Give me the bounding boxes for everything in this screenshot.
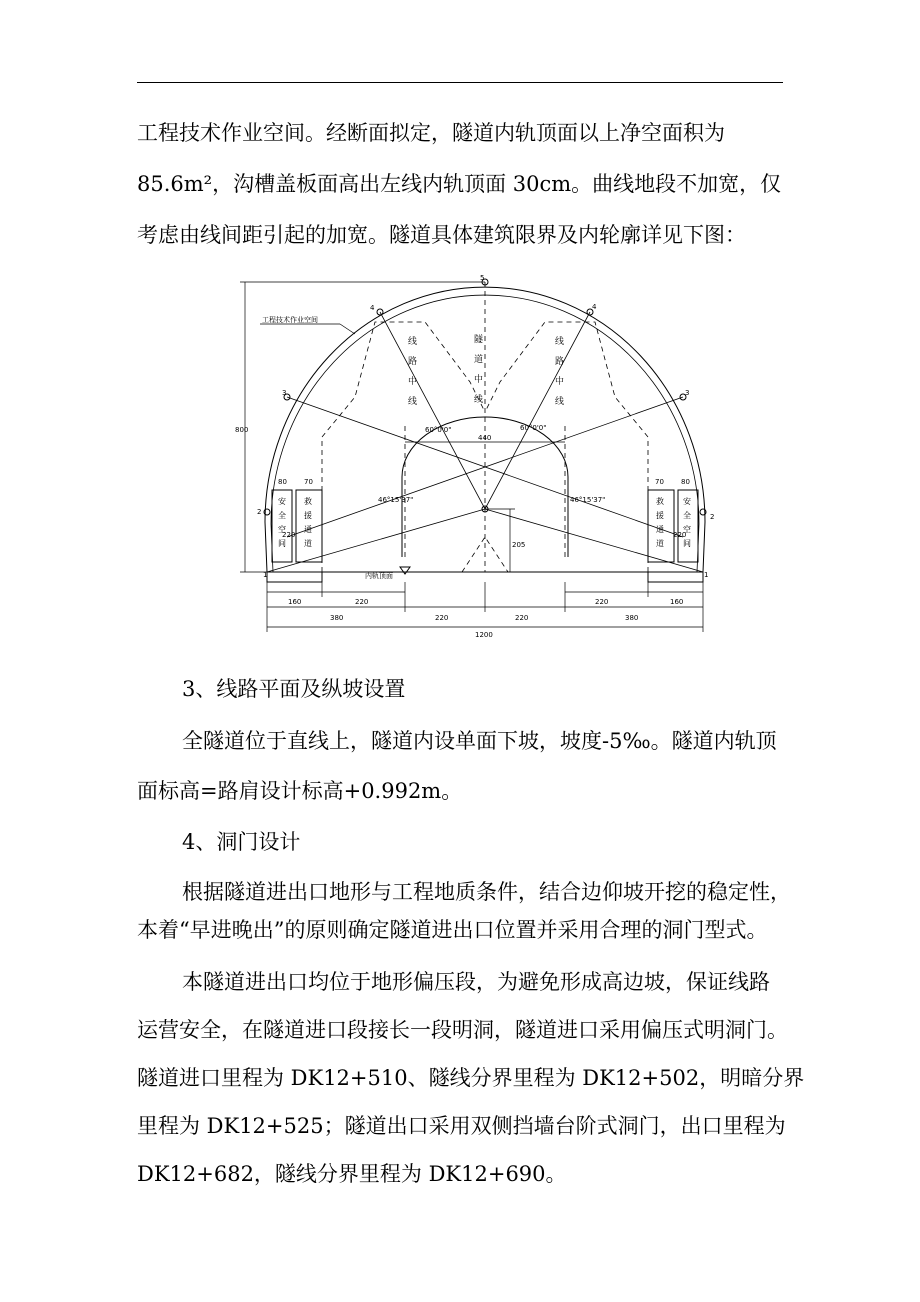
dim-380-right: 380 bbox=[625, 614, 639, 622]
dim-70-left: 70 bbox=[304, 478, 313, 486]
paragraph-line: 里程为 DK12+525；隧道出口采用双侧挡墙台阶式洞门，出口里程为 bbox=[137, 1114, 786, 1138]
rail-top-label: 内轨顶面 bbox=[365, 572, 393, 580]
point-5: 5 bbox=[480, 274, 485, 282]
paragraph-line: DK12+682，隧线分界里程为 DK12+690。 bbox=[137, 1162, 567, 1186]
section-heading: 4、洞门设计 bbox=[182, 830, 301, 854]
angle-side-right: 46°15'37" bbox=[570, 496, 606, 504]
line-center-left-3: 中 bbox=[408, 377, 418, 387]
paragraph-line: 根据隧道进出口地形与工程地质条件，结合边仰坡开挖的稳定性， bbox=[182, 880, 791, 904]
rescue-right-3: 通 bbox=[656, 525, 664, 534]
paragraph-line: 85.6m²，沟槽盖板面高出左线内轨顶面 30cm。曲线地段不加宽，仅 bbox=[137, 172, 782, 196]
line-center-left-1: 线 bbox=[408, 337, 418, 347]
angle-left: 60°0'0" bbox=[425, 426, 452, 434]
line-center-right-4: 线 bbox=[555, 397, 565, 407]
angle-right: 60°0'0" bbox=[520, 424, 547, 432]
line-center-right-2: 路 bbox=[555, 357, 565, 367]
safety-left-3: 空 bbox=[278, 525, 286, 534]
safety-left-1: 安 bbox=[278, 497, 286, 506]
dim-220-b: 220 bbox=[435, 614, 449, 622]
dim-220-a: 220 bbox=[355, 598, 369, 606]
paragraph-line: 面标高=路肩设计标高+0.992m。 bbox=[137, 779, 463, 803]
paragraph-line: 本隧道进出口均位于地形偏压段，为避免形成高边坡，保证线路 bbox=[182, 970, 770, 994]
rescue-left-3: 通 bbox=[304, 525, 312, 534]
dim-160-left: 160 bbox=[288, 598, 302, 606]
paragraph-line: 全隧道位于直线上，隧道内设单面下坡，坡度-5‰。隧道内轨顶 bbox=[182, 729, 777, 753]
paragraph-line: 隧道进口里程为 DK12+510、隧线分界里程为 DK12+502，明暗分界 bbox=[137, 1066, 805, 1090]
dim-440: 440 bbox=[478, 434, 492, 442]
point-4-left: 4 bbox=[370, 304, 375, 312]
paragraph-line: 工程技术作业空间。经断面拟定，隧道内轨顶面以上净空面积为 bbox=[137, 121, 725, 145]
line-center-right-1: 线 bbox=[555, 337, 565, 347]
rescue-left-1: 救 bbox=[304, 497, 312, 506]
dim-80-right: 80 bbox=[681, 478, 690, 486]
paragraph-line: 运营安全，在隧道进口段接长一段明洞，隧道进口采用偏压式明洞门。 bbox=[137, 1018, 788, 1042]
point-2-left: 2 bbox=[257, 508, 262, 516]
tunnel-diagram bbox=[230, 262, 730, 642]
dim-1200: 1200 bbox=[475, 631, 493, 639]
dim-205: 205 bbox=[512, 541, 526, 549]
space-label: 工程技术作业空间 bbox=[262, 316, 318, 324]
rescue-right-1: 救 bbox=[656, 497, 664, 506]
tunnel-center-1: 隧 bbox=[474, 335, 484, 345]
safety-right-2: 全 bbox=[683, 511, 691, 520]
paragraph-line: 考虑由线间距引起的加宽。隧道具体建筑限界及内轮廓详见下图： bbox=[137, 223, 746, 247]
dim-220-right: 220 bbox=[673, 531, 687, 539]
line-center-right-3: 中 bbox=[555, 377, 565, 387]
safety-left-2: 全 bbox=[278, 511, 286, 520]
section-heading: 3、线路平面及纵坡设置 bbox=[182, 677, 406, 701]
safety-right-3: 空 bbox=[683, 525, 691, 534]
dim-800: 800 bbox=[235, 426, 249, 434]
dim-220-left: 220 bbox=[282, 531, 296, 539]
paragraph-line: 本着“早进晚出”的原则确定隧道进出口位置并采用合理的洞门型式。 bbox=[137, 918, 768, 942]
rescue-right-4: 道 bbox=[656, 539, 664, 548]
header-rule bbox=[137, 82, 783, 83]
radial-lines bbox=[267, 312, 703, 572]
point-1-right: 1 bbox=[704, 571, 709, 579]
dim-380-left: 380 bbox=[330, 614, 344, 622]
dim-80-left: 80 bbox=[278, 478, 287, 486]
rescue-right-2: 援 bbox=[656, 511, 664, 520]
dimension-lines bbox=[240, 282, 703, 632]
angle-side-left: 46°15'37" bbox=[378, 496, 414, 504]
dim-220-d: 220 bbox=[595, 598, 609, 606]
tunnel-center-3: 中 bbox=[474, 375, 484, 385]
safety-left-4: 间 bbox=[278, 539, 286, 548]
tunnel-center-4: 线 bbox=[474, 395, 484, 405]
dim-70-right: 70 bbox=[655, 478, 664, 486]
tunnel-center-2: 道 bbox=[474, 355, 484, 365]
rescue-left-4: 道 bbox=[304, 539, 312, 548]
point-2-right: 2 bbox=[710, 513, 715, 521]
rescue-left-2: 援 bbox=[304, 511, 312, 520]
point-1-left: 1 bbox=[263, 571, 268, 579]
dim-220-c: 220 bbox=[515, 614, 529, 622]
tunnel-cross-section-figure bbox=[230, 262, 730, 642]
dim-160-right: 160 bbox=[670, 598, 684, 606]
safety-right-1: 安 bbox=[683, 497, 691, 506]
point-3-right: 3 bbox=[685, 389, 690, 397]
point-4-right: 4 bbox=[592, 303, 597, 311]
line-center-left-2: 路 bbox=[408, 357, 418, 367]
line-center-left-4: 线 bbox=[408, 397, 418, 407]
point-3-left: 3 bbox=[282, 389, 287, 397]
safety-right-4: 间 bbox=[683, 539, 691, 548]
